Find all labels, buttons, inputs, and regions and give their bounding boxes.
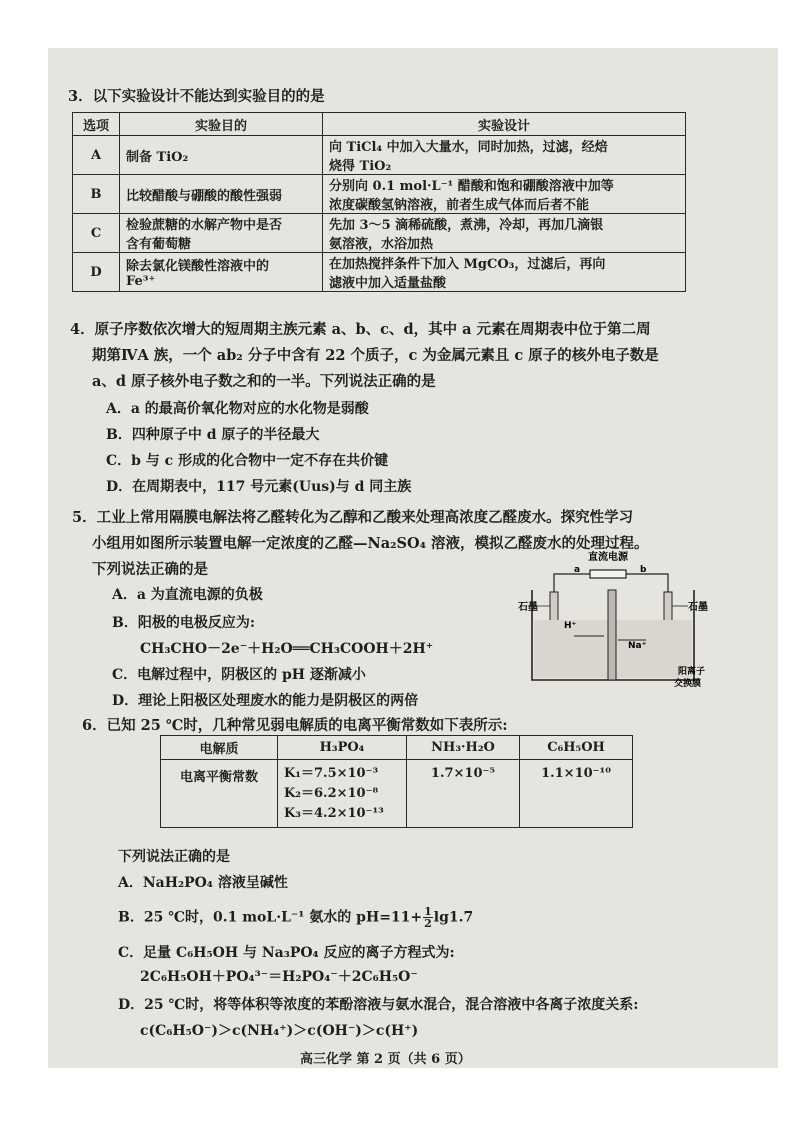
q3-header-purpose: 实验目的 xyxy=(120,113,323,136)
q4-option-a: A．a 的最高价氧化物对应的水化物是弱酸 xyxy=(106,401,369,417)
q6-option-b xyxy=(118,906,473,929)
q5-option-d: D．理论上阳极区处理废水的能力是阴极区的两倍 xyxy=(112,693,419,709)
q3-row-b xyxy=(73,175,686,214)
q6-k1: K₁＝7.5×10⁻³ xyxy=(284,765,379,781)
q5-line1: 5．工业上常用隔膜电解法将乙醛转化为乙醇和乙酸来处理高浓度乙醛废水。探究性学习 xyxy=(72,509,634,526)
q3-row-d-purpose xyxy=(120,253,323,292)
q6-h3po4-constants xyxy=(278,760,407,828)
q5-option-a: A．a 为直流电源的负极 xyxy=(112,587,263,603)
right-electrode-label: 石墨 xyxy=(688,602,708,613)
q4-line3: a、d 原子核外电子数之和的一半。下列说法正确的是 xyxy=(92,373,436,390)
q3-row-a xyxy=(73,136,686,175)
q3-row-b-option: B xyxy=(73,175,120,214)
q3-row-d-option: D xyxy=(73,253,120,292)
q6-k2: K₂＝6.2×10⁻⁸ xyxy=(284,785,379,801)
cation-exchange-membrane xyxy=(608,590,616,680)
q3-row-a-design xyxy=(323,136,686,175)
q6-header-nh3h2o: NH₃·H₂O xyxy=(407,736,520,760)
q3-stem: 3．以下实验设计不能达到实验目的的是 xyxy=(68,88,325,105)
q3-row-d-design-line2: 滤液中加入适量盐酸 xyxy=(329,276,447,291)
q5-option-b-equation: CH₃CHO－2e⁻＋H₂O══CH₃COOH＋2H⁺ xyxy=(140,641,434,657)
q3-row-d-design-line1: 在加热搅拌条件下加入 MgCO₃，过滤后，再向 xyxy=(329,257,606,272)
q6-phenol-constant: 1.1×10⁻¹⁰ xyxy=(520,760,633,828)
q6-option-a: A．NaH₂PO₄ 溶液呈碱性 xyxy=(118,875,288,891)
h-ion-label: H⁺ xyxy=(564,621,577,631)
q3-row-d-design xyxy=(323,253,686,292)
q3-row-c-purpose-line1: 检验蔗糖的水解产物中是否 xyxy=(126,218,283,233)
q6-option-d-equation: c(C₆H₅O⁻)＞c(NH₄⁺)＞c(OH⁻)＞c(H⁺) xyxy=(140,1023,419,1039)
q4-line1: 4．原子序数依次增大的短周期主族元素 a、b、c、d，其中 a 元素在周期表中位于第二周 xyxy=(70,321,651,338)
q5-line2: 小组用如图所示装置电解一定浓度的乙醛—Na₂SO₄ 溶液，模拟乙醛废水的处理过程。 xyxy=(92,535,649,552)
q6-stem: 6．已知 25 ℃时，几种常见弱电解质的电离平衡常数如下表所示: xyxy=(82,717,508,734)
q6-intro: 下列说法正确的是 xyxy=(118,849,230,865)
membrane-label-line2: 交换膜 xyxy=(674,679,702,689)
q6-option-b-log: lg1.7 xyxy=(433,909,474,926)
power-supply-label: 直流电源 xyxy=(588,552,628,563)
q3-row-a-design-line2: 烧得 TiO₂ xyxy=(329,159,392,174)
q6-option-d: D．25 ℃时，将等体积等浓度的苯酚溶液与氨水混合，混合溶液中各离子浓度关系: xyxy=(118,997,639,1013)
q3-row-c-design-line2: 氨溶液，水浴加热 xyxy=(329,237,434,252)
terminal-a-label: a xyxy=(574,565,581,575)
q3-row-c-design-line1: 先加 3～5 滴稀硫酸，煮沸，冷却，再加几滴银 xyxy=(329,218,604,233)
q6-constant-row xyxy=(161,760,633,828)
q4-option-c: C．b 与 c 形成的化合物中一定不存在共价键 xyxy=(106,453,389,469)
q6-header-electrolyte: 电解质 xyxy=(161,736,278,760)
q3-row-b-design-line2: 浓度碳酸氢钠溶液，前者生成气体而后者不能 xyxy=(329,198,590,213)
q3-header-row xyxy=(73,113,686,136)
q5-option-b: B．阳极的电极反应为: xyxy=(112,615,256,631)
q3-table xyxy=(72,112,686,292)
q4-line2: 期第ⅣA 族，一个 ab₂ 分子中含有 22 个质子，c 为金属元素且 c 原子的核外电子数是 xyxy=(92,347,659,364)
membrane-label-line1: 阳离子 xyxy=(678,667,706,677)
q3-row-c-purpose-line2: 含有葡萄糖 xyxy=(126,237,192,252)
q6-nh3-constant: 1.7×10⁻⁵ xyxy=(407,760,520,828)
q3-row-c-option: C xyxy=(73,214,120,253)
q6-option-c-equation: 2C₆H₅OH＋PO₄³⁻＝H₂PO₄⁻＋2C₆H₅O⁻ xyxy=(140,969,418,985)
q6-option-b-fraction xyxy=(423,906,433,929)
q6-option-b-text: B．25 ℃时，0.1 moL·L⁻¹ 氨水的 pH=11+ xyxy=(118,909,423,926)
power-supply-box xyxy=(590,570,626,578)
fraction-numerator: 1 xyxy=(424,905,432,918)
fraction-denominator: 2 xyxy=(424,917,432,930)
q3-row-d-purpose-line1: 除去氯化镁酸性溶液中的 xyxy=(126,259,270,274)
left-electrode-label: 石墨 xyxy=(518,602,538,613)
q3-row-d-purpose-line2: Fe³⁺ xyxy=(126,274,156,289)
q3-row-c-purpose xyxy=(120,214,323,253)
q3-row-a-purpose: 制备 TiO₂ xyxy=(120,136,323,175)
q4-option-b: B．四种原子中 d 原子的半径最大 xyxy=(106,427,320,443)
q3-row-d xyxy=(73,253,686,292)
q5-line3: 下列说法正确的是 xyxy=(92,561,208,578)
q5-option-c: C．电解过程中，阴极区的 pH 逐渐减小 xyxy=(112,667,366,683)
q6-k3: K₃＝4.2×10⁻¹³ xyxy=(284,805,384,821)
q6-table xyxy=(160,735,633,828)
q6-header-row xyxy=(161,736,633,760)
q3-header-option: 选项 xyxy=(73,113,120,136)
q3-row-b-design-line1: 分别向 0.1 mol·L⁻¹ 醋酸和饱和硼酸溶液中加等 xyxy=(329,179,614,194)
q6-option-c: C．足量 C₆H₅OH 与 Na₃PO₄ 反应的离子方程式为: xyxy=(118,945,455,961)
q3-row-a-option: A xyxy=(73,136,120,175)
na-ion-label: Na⁺ xyxy=(628,641,647,651)
q3-row-b-design xyxy=(323,175,686,214)
terminal-b-label: b xyxy=(640,565,647,575)
q3-row-a-design-line1: 向 TiCl₄ 中加入大量水，同时加热，过滤，经焙 xyxy=(329,140,608,155)
q4-option-d: D．在周期表中，117 号元素(Uus)与 d 同主族 xyxy=(106,479,412,495)
q3-row-b-purpose: 比较醋酸与硼酸的酸性强弱 xyxy=(120,175,323,214)
page-footer: 高三化学 第 2 页（共 6 页） xyxy=(300,1052,471,1067)
q6-header-phenol: C₆H₅OH xyxy=(520,736,633,760)
q3-header-design: 实验设计 xyxy=(323,113,686,136)
electrolysis-diagram xyxy=(518,550,724,700)
q6-row-label: 电离平衡常数 xyxy=(161,760,278,828)
q6-header-h3po4: H₃PO₄ xyxy=(278,736,407,760)
q3-row-c xyxy=(73,214,686,253)
q3-row-c-design xyxy=(323,214,686,253)
